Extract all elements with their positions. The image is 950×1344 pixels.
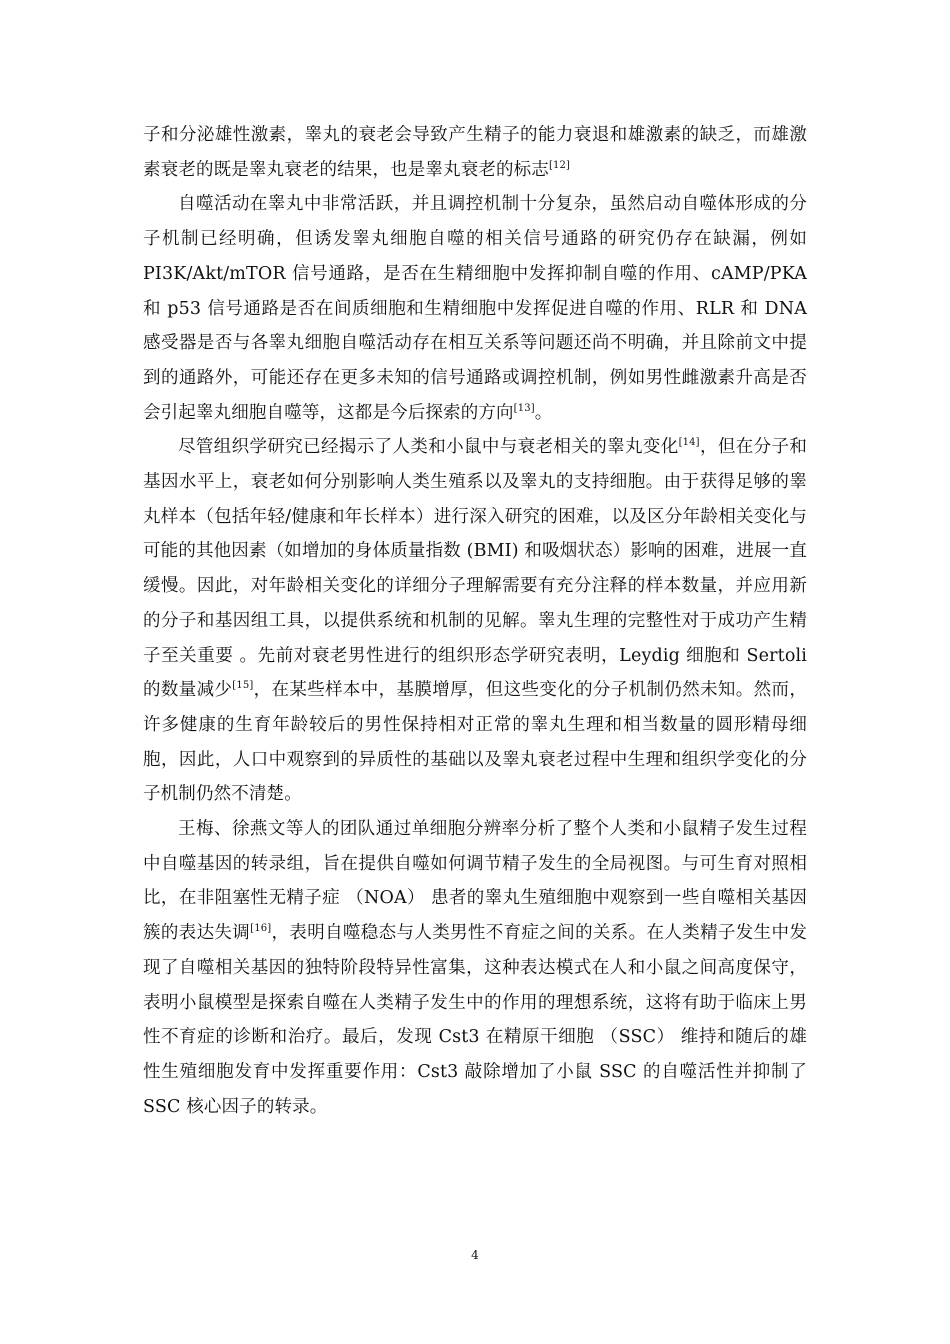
citation-16: [16] <box>250 923 272 935</box>
page-number: 4 <box>471 1248 479 1262</box>
paragraph-3 <box>143 430 807 812</box>
body-text <box>143 118 807 1124</box>
citation-13: [13] <box>513 402 535 414</box>
paragraph-4 <box>143 812 807 1124</box>
paragraph-1 <box>143 118 807 187</box>
paragraph-4-text-1: 王梅、徐燕文等人的团队通过单细胞分辨率分析了整个人类和小鼠精子发生过程中自噬基因的转录组，旨在提供自噬如何调节精子发生的全局视图。与可生育对照相比，在非阻塞性无精子症 （NOA） 患者的睾丸生殖细胞中观察到一些自噬相关基因簇的表达失调 <box>143 819 807 944</box>
paragraph-4-text-2: ，表明自噬稳态与人类男性不育症之间的关系。在人类精子发生中发现了自噬相关基因的独特阶段特异性富集，这种表达模式在人和小鼠之间高度保守，表明小鼠模型是探索自噬在人类精子发生中的作用的理想系统，这将有助于临床上男性不育症的诊断和治疗。最后，发现 Cst3 在精原干细胞 （SSC） 维持和随后的雄性生殖细胞发育中发挥重要作用：Cst3 敲除增加了小鼠 SSC 的自噬活性并抑制了 SSC 核心因子的转录。 <box>143 923 808 1117</box>
paragraph-2-text-2: 。 <box>534 402 553 423</box>
citation-15: [15] <box>232 680 254 692</box>
paragraph-3-text-2: ，但在分子和基因水平上，衰老如何分别影响人类生殖系以及睾丸的支持细胞。由于获得足够的睾丸样本（包括年轻/健康和年长样本）进行深入研究的困难，以及区分年龄相关变化与可能的其他因素（如增加的身体质量指数 (BMI) 和吸烟状态）影响的困难，进展一直缓慢。因此，对年龄相关变化的详细分子理解需要有充分注释的样本数量，并应用新的分子和基因组工具，以提供系统和机制的见解。睾丸生理的完整性对于成功产生精子至关重要 。先前对衰老男性进行的组织形态学研究表明，Leydig 细胞和 Sertoli 的数量减少 <box>143 437 808 701</box>
paragraph-2-text-1: 自噬活动在睾丸中非常活跃，并且调控机制十分复杂，虽然启动自噬体形成的分子机制已经明确，但诱发睾丸细胞自噬的相关信号通路的研究仍存在缺漏，例如 PI3K/Akt/mTOR 信号通路，是否在生精细胞中发挥抑制自噬的作用、cAMP/PKA 和 p53 信号通路是否在间质细胞和生精细胞中发挥促进自噬的作用、RLR 和 DNA 感受器是否与各睾丸细胞自噬活动存在相互关系等问题还尚不明确，并且除前文中提到的通路外，可能还存在更多未知的信号通路或调控机制，例如男性雌激素升高是否会引起睾丸细胞自噬等，这都是今后探索的方向 <box>143 194 807 423</box>
paragraph-3-text-1: 尽管组织学研究已经揭示了人类和小鼠中与衰老相关的睾丸变化 <box>178 437 679 458</box>
citation-12: [12] <box>548 159 571 171</box>
paragraph-1-text-1: 子和分泌雄性激素，睾丸的衰老会导致产生精子的能力衰退和雄激素的缺乏，而雄激素衰老的既是睾丸衰老的结果，也是睾丸衰老的标志 <box>143 125 807 180</box>
paragraph-3-text-3: ，在某些样本中，基膜增厚，但这些变化的分子机制仍然未知。然而，许多健康的生育年龄较后的男性保持相对正常的睾丸生理和相当数量的圆形精母细胞，因此，人口中观察到的异质性的基础以及睾丸衰老过程中生理和组织学变化的分子机制仍然不清楚。 <box>143 680 808 805</box>
citation-14: [14] <box>678 437 700 449</box>
paragraph-2 <box>143 187 807 430</box>
